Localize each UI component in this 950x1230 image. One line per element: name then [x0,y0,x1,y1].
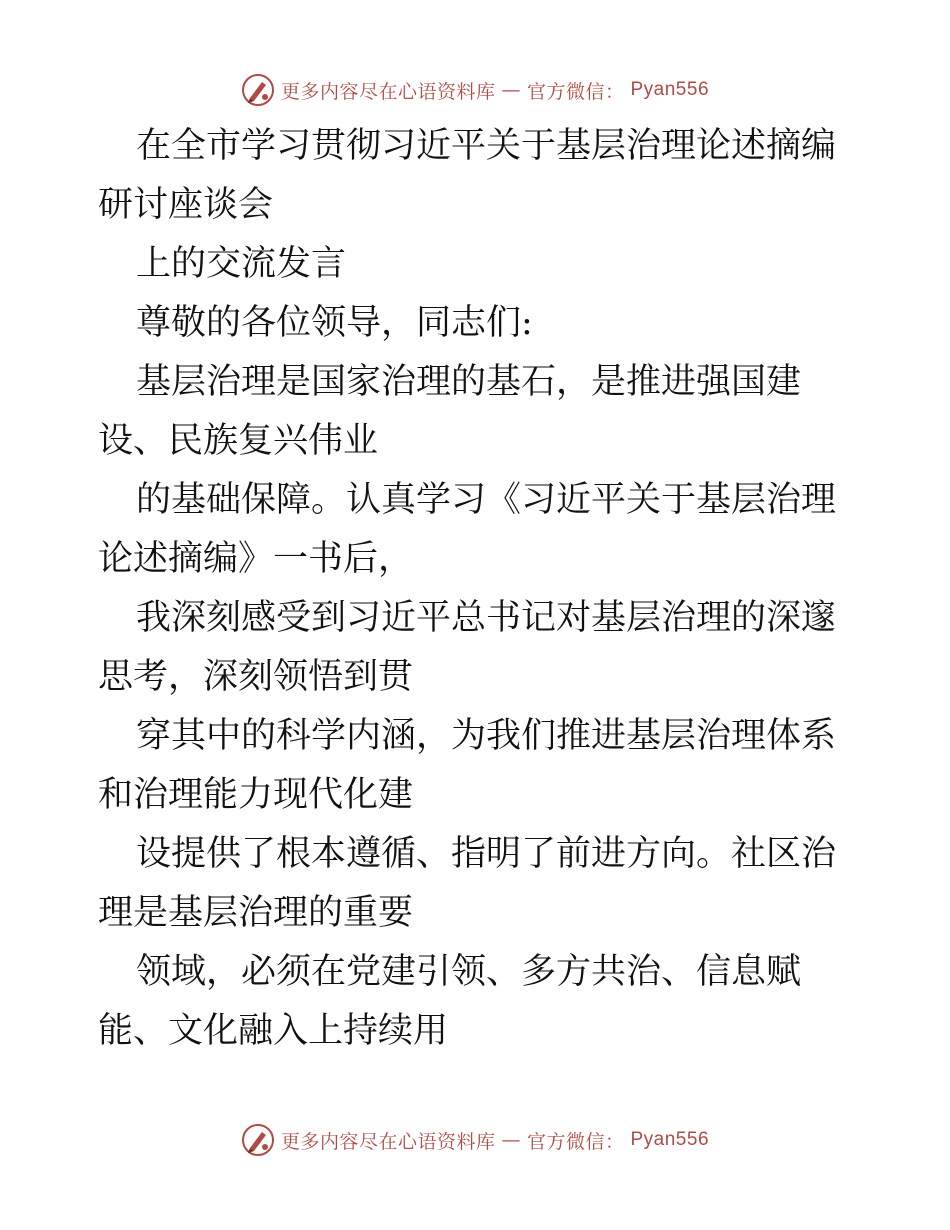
paragraph: 上的交流发言 [136,244,347,284]
watermark-wechat-label: 官方微信： [526,80,625,103]
watermark-text: 更多内容尽在心语资料库 [280,1130,496,1153]
paragraph: 基层治理是国家治理的基石，是推进强国建设、民族复兴伟业 [98,362,802,461]
pen-logo-icon [241,73,275,107]
paragraph: 的基础保障。认真学习《习近平关于基层治理论述摘编》一书后， [98,480,837,579]
paragraph: 领域，必须在党建引领、多方共治、信息赋能、文化融入上持续用 [98,952,802,1051]
footer-watermark [0,1120,950,1160]
paragraph: 穿其中的科学内涵，为我们推进基层治理体系和治理能力现代化建 [98,716,837,815]
watermark-wechat-label: 官方微信： [526,1130,625,1153]
paragraph: 在全市学习贯彻习近平关于基层治理论述摘编研讨座谈会 [98,126,837,225]
watermark-wechat-id: Pyan556 [630,1129,710,1150]
header-watermark [0,70,950,110]
paragraph: 尊敬的各位领导，同志们: [136,303,533,343]
document-body [98,117,858,1061]
watermark-wechat-id: Pyan556 [630,79,710,100]
watermark-separator: — [501,1129,521,1151]
watermark-separator: — [501,79,521,101]
paragraph: 我深刻感受到习近平总书记对基层治理的深邃思考，深刻领悟到贯 [98,598,837,697]
paragraph: 设提供了根本遵循、指明了前进方向。社区治理是基层治理的重要 [98,834,837,933]
pen-logo-icon [241,1123,275,1157]
watermark-text: 更多内容尽在心语资料库 [280,80,496,103]
